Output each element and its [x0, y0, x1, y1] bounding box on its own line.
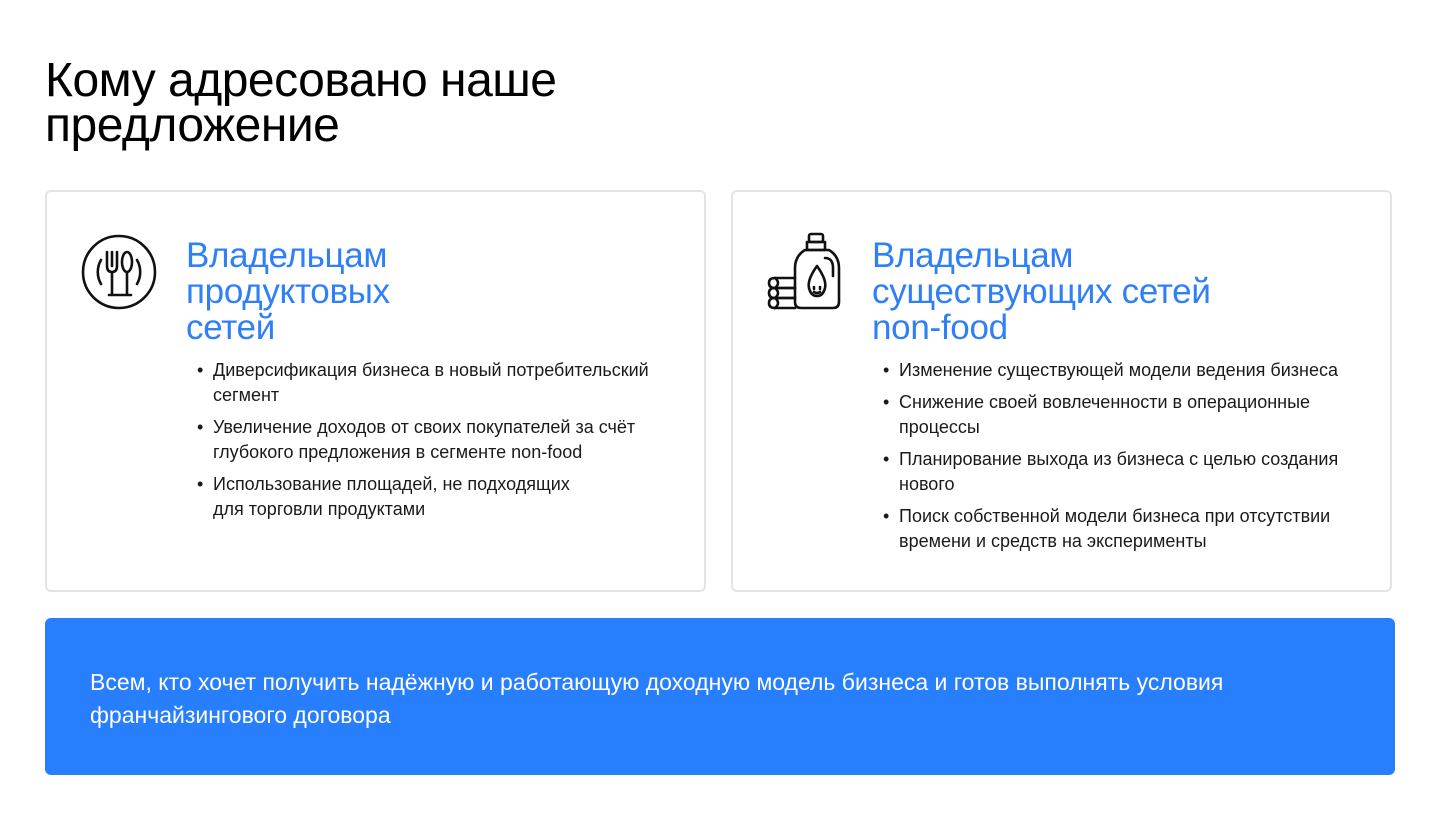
bullet-dot: • [197, 360, 204, 380]
card-title-line: существующих сетей [872, 272, 1211, 311]
card-grocery-owners [45, 190, 706, 592]
page-title-line-1: Кому адресовано наше [45, 54, 557, 107]
list-item-text: Планирование выхода из бизнеса с целью создания [899, 449, 1339, 469]
list-item [195, 358, 685, 408]
list-item-text: Диверсификация бизнеса в новый потребительский [213, 360, 649, 380]
card-title [186, 238, 390, 346]
list-item-text: процессы [899, 417, 980, 437]
list-item-text: для торговли продуктами [213, 499, 426, 519]
summary-banner [45, 618, 1395, 775]
bullet-dot: • [197, 417, 204, 437]
bullet-list [881, 358, 1371, 561]
card-title-line: сетей [186, 308, 275, 347]
list-item-text: Увеличение доходов от своих покупателей за счёт [213, 417, 636, 437]
detergent-bottle-towels-icon [767, 232, 847, 314]
fork-spoon-plate-icon [81, 232, 161, 314]
banner-text-line: Всем, кто хочет получить надёжную и работающую доходную модель бизнеса и готов выполнять условия [90, 669, 1224, 695]
bullet-dot: • [883, 392, 890, 412]
list-item-text: глубокого предложения в сегменте non-food [213, 442, 583, 462]
list-item [881, 504, 1371, 554]
list-item [195, 472, 685, 522]
list-item [881, 358, 1371, 383]
banner-text-line: франчайзингового договора [90, 702, 391, 728]
banner-text [90, 666, 1223, 732]
list-item [881, 390, 1371, 440]
list-item-text: Использование площадей, не подходящих [213, 474, 570, 494]
list-item-text: Изменение существующей модели ведения бизнеса [899, 360, 1339, 380]
bullet-dot: • [883, 506, 890, 526]
list-item [881, 447, 1371, 497]
card-title-line: non-food [872, 308, 1008, 347]
list-item-text: Снижение своей вовлеченности в операционные [899, 392, 1311, 412]
list-item-text: времени и средств на эксперименты [899, 531, 1207, 551]
card-title [872, 238, 1211, 346]
card-nonfood-owners [731, 190, 1392, 592]
page-title [45, 54, 745, 152]
list-item [195, 415, 685, 465]
page-title-line-2: предложение [45, 99, 340, 152]
bullet-dot: • [883, 449, 890, 469]
bullet-dot: • [883, 360, 890, 380]
card-title-line: Владельцам [872, 236, 1074, 275]
list-item-text: Поиск собственной модели бизнеса при отсутствии [899, 506, 1331, 526]
card-title-line: Владельцам [186, 236, 388, 275]
bullet-list [195, 358, 685, 529]
list-item-text: нового [899, 474, 955, 494]
bullet-dot: • [197, 474, 204, 494]
list-item-text: сегмент [213, 385, 280, 405]
card-title-line: продуктовых [186, 272, 390, 311]
